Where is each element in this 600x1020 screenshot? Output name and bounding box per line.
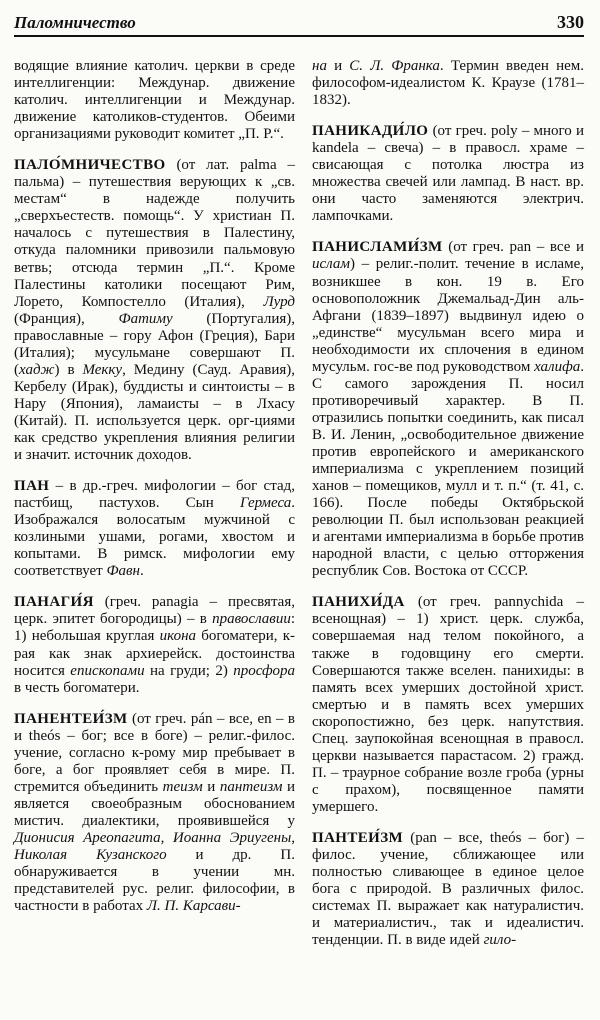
italic-term: икона [159, 628, 197, 645]
dictionary-entry [312, 239, 584, 580]
entry-headword: ПАНИСЛАМИ́ЗМ [312, 239, 443, 256]
running-head [14, 12, 584, 37]
entry-headword: ПАН [14, 478, 50, 495]
italic-term: Фавн [106, 563, 140, 580]
italic-term: Фатиму [118, 310, 173, 327]
entry-text: и др. П. обнаруживается в учении мн. представителей рус. религ. философии, в частности в работах [14, 847, 295, 915]
running-head-title: Паломничество [14, 13, 136, 32]
entry-text: на груди; 2) [144, 662, 234, 679]
italic-term: епископами [70, 662, 145, 679]
left-entries [14, 157, 295, 915]
entry-text: ) – религ.-полит. течение в исламе, возникшее в кон. 19 в. Его основоположник Джемальад-Дин аль-Афгани (1839–1897) выдвинул идею о „единстве“ мусульман всего мира и необходимости их сплочения в едином мусульм. гос-ве под руководством [312, 256, 584, 375]
entry-text: : 1) небольшая круглая [14, 611, 295, 645]
dictionary-entry [14, 478, 295, 580]
italic-term: просфора [233, 662, 295, 679]
continued-text: водящие влияние католич. церкви в среде интеллигенции: Междунар. движение католич. интеллигенции и Междунар. движение католиков-студентов. Обеими организациями руководит комитет „П. Р.“. [14, 58, 295, 143]
left-column [14, 43, 295, 963]
italic-term: Дионисия Ареопагита, Иоанна Эриугены, Николая Кузанского [14, 829, 295, 864]
entry-text: в честь богоматери. [14, 679, 140, 696]
dictionary-entry [312, 830, 584, 949]
continued-text [312, 58, 584, 109]
entry-headword: ПАНТЕИ́ЗМ [312, 829, 404, 846]
dictionary-entry [312, 123, 584, 225]
entry-text: (Франция), [14, 310, 119, 327]
italic-term: на [312, 58, 327, 74]
entry-text: (от лат. palma – пальма) – путешествия верующих к „св. местам“ в надежде получить „сверхъестеств. помощь“. У христиан П. началось с путешествия в Палестину, откуда паломники привозили пальмовую ветвь; отсюда термин „П.“. Кроме Палестины католики посещают Рим, Лорето, Компостелло (Италия), [14, 157, 295, 310]
entry-text: . Изображался волосатым мужчиной с козлиными ушами, рогами, хвостом и копытами. В римск. мифологии ему соответствует [14, 495, 295, 580]
page-number: 330 [557, 12, 584, 32]
entry-headword: ПАНИКАДИ́ЛО [312, 123, 429, 140]
entry-text: . Термин введен нем. философом-идеалистом К. Краузе (1781–1832). [312, 58, 584, 109]
right-entries [312, 123, 584, 949]
columns [14, 43, 584, 963]
entry-headword: ПАНИХИ́ДА [312, 594, 405, 611]
right-column [312, 43, 584, 963]
entry-headword: ПАЛО́МНИЧЕСТВО [14, 157, 166, 174]
entry-text: (от греч. pannychida – всенощная) – 1) христ. церк. служба, совершаемая над телом покойного, а также в годовщину его смерти. Совершаются также вселен. панихиды: в память всех умерших достойной христ. смертью и в память всех умерших скоропостижно, без церк. напутствия. Спец. заупокойная всенощная в правосл. церкви называется парастасом. 2) гражд. П. – траурное собрание возле гроба (урны с прахом), посвященное памяти умершего. [312, 594, 584, 815]
entry-text: . [139, 563, 144, 580]
dictionary-entry [14, 157, 295, 464]
italic-term: гило- [483, 932, 517, 949]
entry-headword: ПАНЕНТЕИ́ЗМ [14, 710, 128, 727]
entry-text: (от греч. poly – много и kandela – свеча) – в правосл. храме – свисающая с потолка люстра из множества свечей или лампад. В наст. вр. они часто заменяются электрич. лампочками. [312, 123, 584, 225]
entry-text: и является своеобразным обоснованием мистич. диалектики, проявившейся у [14, 778, 296, 829]
dictionary-entry [14, 711, 295, 916]
italic-term: Л. П. Карсави- [146, 898, 241, 915]
entry-text: (Португалия), православные – гору Афон (Греция), Бари (Италия); мусульмане совершают П. ( [14, 310, 295, 378]
entry-text: и [202, 778, 220, 795]
entry-text: – в др.-греч. мифологии – бог стад, пастбищ, пастухов. Сын [14, 478, 295, 512]
italic-term: православии [212, 611, 291, 628]
italic-term: хадж [19, 361, 55, 378]
dictionary-entry [14, 594, 295, 696]
italic-term: ислам [312, 256, 350, 273]
italic-term: Гермеса [239, 495, 292, 512]
italic-term: теизм [162, 778, 203, 795]
italic-term: Мекку [82, 361, 123, 378]
entry-headword: ПАНАГИ́Я [14, 594, 94, 611]
entry-text: богоматери, к-рая как знак архиерейск. достоинства носится [14, 628, 295, 679]
entry-text: , Медину (Сауд. Аравия), Кербелу (Ирак), буддисты и синтоисты – в Нару (Япония), ламаисты – в Лхасу (Китай). П. используется церк. орг-циями как средство укрепления влияния религии и значит. источник доходов. [14, 361, 295, 464]
entry-text: и [326, 58, 350, 74]
dictionary-entry [312, 594, 584, 816]
entry-text: (pan – все, theós – бог) – филос. учение, сближающее или полностью сливающее в единое целое бога с природой. В различных филос. системах П. выражает как натуралистич. и материалистич., так и идеалистич. тенденции. П. в виде идей [312, 829, 584, 949]
entry-text: . С самого зарождения П. носил противоречивый характер. В П. отразились попытки соединить, как писал В. И. Ленин, „освободительное движение против европейского и американского империализма с укреплением позиций ханов – помещиков, мулл и т. п.“ (т. 41, с. 166). После победы Октябрьской революции П. был использован реакцией и агентами империализма в борьбе против народной власти, с целью отторжения республик Сов. Востока от СССР. [312, 358, 584, 580]
entry-text: ) в [54, 361, 83, 378]
entry-text: (греч. panagia – пресвятая, церк. эпитет богородицы) – в [14, 594, 295, 628]
italic-term: С. Л. Франка [349, 58, 440, 74]
italic-term: пантеизм [219, 778, 283, 795]
italic-term: халифа [534, 358, 581, 375]
entry-text: (от греч. pan – все и [442, 239, 584, 256]
entry-text: (от греч. pán – все, en – в и theós – бог; все в боге) – религ.-филос. учение, согласно к-рому мир пребывает в боге, а бог проявляет себя в мире. П. стремится объединить [14, 710, 295, 795]
italic-term: Лурд [263, 293, 295, 310]
